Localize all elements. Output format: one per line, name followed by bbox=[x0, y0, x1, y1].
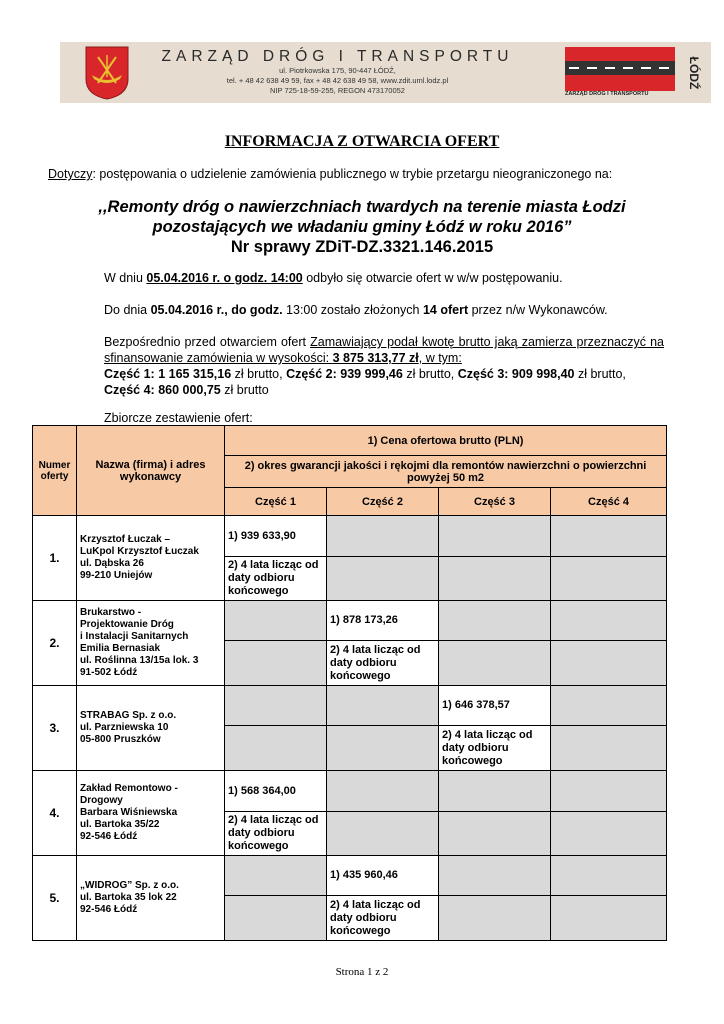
institution-name: ZARZĄD DRÓG I TRANSPORTU bbox=[161, 48, 514, 65]
price-cell: 1) 646 378,57 bbox=[439, 686, 551, 726]
empty-cell bbox=[439, 516, 551, 557]
budget-suffix: zł brutto, bbox=[574, 367, 626, 381]
table-row bbox=[33, 516, 667, 557]
offers-count: 14 ofert bbox=[422, 303, 469, 317]
contractor-line: Brukarstwo - bbox=[80, 607, 142, 618]
empty-cell bbox=[225, 686, 327, 726]
table-row bbox=[33, 601, 667, 641]
concerns-text: : postępowania o udzielenie zamówienia publicznego w trybie przetargu nieograniczonego na: bbox=[92, 167, 613, 181]
empty-cell bbox=[551, 641, 667, 686]
empty-cell bbox=[225, 856, 327, 896]
contractor-line: ul. Bartoka 35/22 bbox=[80, 819, 160, 830]
table-row bbox=[33, 856, 667, 896]
p3-text-d: , w tym: bbox=[418, 351, 462, 365]
header-part-4: Część 4 bbox=[551, 488, 667, 516]
offer-number: 2. bbox=[33, 601, 77, 686]
guarantee-cell: 2) 4 lata licząc od daty odbioru końcowego bbox=[225, 812, 327, 856]
subject-line-2: pozostających we władaniu gminy Łódź w roku 2016” bbox=[152, 218, 572, 236]
offers-table bbox=[32, 425, 667, 941]
table-row bbox=[33, 771, 667, 812]
empty-cell bbox=[327, 812, 439, 856]
contractor-line: Projektowanie Dróg bbox=[80, 619, 174, 630]
empty-cell bbox=[551, 601, 667, 641]
empty-cell bbox=[551, 856, 667, 896]
contractor-name bbox=[77, 856, 225, 941]
opening-date-paragraph bbox=[104, 270, 664, 286]
p1-text-c: odbyło się otwarcie ofert w w/w postępowaniu. bbox=[302, 271, 563, 285]
concerns-line bbox=[48, 167, 612, 181]
letterhead bbox=[60, 42, 711, 103]
guarantee-cell: 2) 4 lata licząc od daty odbioru końcowego bbox=[225, 557, 327, 601]
header-part-3: Część 3 bbox=[439, 488, 551, 516]
empty-cell bbox=[551, 557, 667, 601]
header-part-2: Część 2 bbox=[327, 488, 439, 516]
contractor-name bbox=[77, 516, 225, 601]
offers-count-paragraph bbox=[104, 302, 664, 318]
header-contractor: Nazwa (firma) i adres wykonawcy bbox=[77, 426, 225, 516]
contractor-line: Krzysztof Łuczak – bbox=[80, 534, 171, 545]
contractor-line: 99-210 Uniejów bbox=[80, 570, 153, 581]
contractor-line: STRABAG Sp. z o.o. bbox=[80, 710, 177, 721]
p2-text-c: 13:00 zostało złożonych bbox=[282, 303, 423, 317]
offer-number: 4. bbox=[33, 771, 77, 856]
budget-suffix: zł brutto, bbox=[231, 367, 287, 381]
institution-ids: NIP 725-18-59-255, REGON 473170052 bbox=[270, 86, 405, 95]
contractor-name bbox=[77, 771, 225, 856]
empty-cell bbox=[327, 516, 439, 557]
p2-text-a: Do dnia bbox=[104, 303, 151, 317]
contractor-line: ul. Dąbska 26 bbox=[80, 558, 144, 569]
p3-text-b: Zamawiający podał kwotę brutto jaką zamierza przeznaczyć na sfinansowanie zamówienia w wysokości: bbox=[104, 335, 664, 365]
contractor-line: 92-546 Łódź bbox=[80, 831, 138, 842]
budget-suffix: zł brutto, bbox=[402, 367, 458, 381]
concerns-label: Dotyczy bbox=[48, 167, 93, 181]
guarantee-cell: 2) 4 lata licząc od daty odbioru końcowego bbox=[327, 641, 439, 686]
empty-cell bbox=[439, 812, 551, 856]
page-number: Strona 1 z 2 bbox=[335, 966, 389, 978]
empty-cell bbox=[439, 896, 551, 941]
offer-number: 1. bbox=[33, 516, 77, 601]
contractor-line: Barbara Wiśniewska bbox=[80, 807, 178, 818]
empty-cell bbox=[327, 771, 439, 812]
p3-text-a: Bezpośrednio przed otwarciem ofert bbox=[104, 335, 311, 349]
empty-cell bbox=[551, 771, 667, 812]
empty-cell bbox=[327, 686, 439, 726]
offer-number: 5. bbox=[33, 856, 77, 941]
guarantee-cell: 2) 4 lata licząc od daty odbioru końcowego bbox=[327, 896, 439, 941]
contractor-line: Emilia Bernasiak bbox=[80, 643, 161, 654]
budget-suffix: zł brutto bbox=[220, 383, 269, 397]
empty-cell bbox=[225, 641, 327, 686]
p1-text-a: W dniu bbox=[104, 271, 147, 285]
empty-cell bbox=[551, 726, 667, 771]
contractor-name bbox=[77, 601, 225, 686]
budget-part-2: Część 2: 939 999,46 bbox=[286, 367, 403, 381]
letterhead-text bbox=[155, 48, 520, 96]
guarantee-cell: 2) 4 lata licząc od daty odbioru końcowego bbox=[439, 726, 551, 771]
table-row bbox=[33, 686, 667, 726]
logo-side-text: ŁÓDŹ bbox=[687, 56, 701, 90]
contractor-line: LuKpol Krzysztof Łuczak bbox=[80, 546, 199, 557]
contractor-name bbox=[77, 686, 225, 771]
institution-contact: tel. + 48 42 638 49 59, fax + 48 42 638 49 58, www.zdit.uml.lodz.pl bbox=[226, 76, 449, 85]
contractor-line: ul. Parzniewska 10 bbox=[80, 722, 169, 733]
contractor-line: ul. Bartoka 35 lok 22 bbox=[80, 892, 177, 903]
case-number: Nr sprawy ZDiT-DZ.3321.146.2015 bbox=[230, 238, 494, 256]
empty-cell bbox=[551, 516, 667, 557]
budget-paragraph bbox=[104, 334, 664, 398]
p2-text-e: przez n/w Wykonawców. bbox=[468, 303, 608, 317]
summary-label: Zbiorcze zestawienie ofert: bbox=[104, 411, 253, 425]
price-cell: 1) 939 633,90 bbox=[225, 516, 327, 557]
opening-datetime: 05.04.2016 r. o godz. 14:00 bbox=[146, 271, 303, 285]
offer-number: 3. bbox=[33, 686, 77, 771]
contractor-line: ul. Roślinna 13/15a lok. 3 bbox=[80, 655, 199, 666]
empty-cell bbox=[225, 896, 327, 941]
header-offer-number: Numer oferty bbox=[33, 426, 77, 516]
header-part-1: Część 1 bbox=[225, 488, 327, 516]
empty-cell bbox=[327, 557, 439, 601]
logo-caption: ZARZĄD DRÓG I TRANSPORTU bbox=[565, 91, 649, 97]
budget-total: 3 875 313,77 zł bbox=[332, 351, 419, 365]
header-guarantee: 2) okres gwarancji jakości i rękojmi dla remontów nawierzchni o powierzchni powyżej 50 m2 bbox=[225, 456, 667, 488]
contractor-line: 91-502 Łódź bbox=[80, 667, 138, 678]
empty-cell bbox=[225, 601, 327, 641]
tender-subject bbox=[0, 197, 724, 257]
contractor-line: Drogowy bbox=[80, 795, 123, 806]
budget-part-1: Część 1: 1 165 315,16 bbox=[104, 367, 232, 381]
empty-cell bbox=[439, 641, 551, 686]
contractor-line: „WIDROG” Sp. z o.o. bbox=[80, 880, 179, 891]
empty-cell bbox=[551, 686, 667, 726]
empty-cell bbox=[439, 601, 551, 641]
price-cell: 1) 568 364,00 bbox=[225, 771, 327, 812]
institution-address: ul. Piotrkowska 175, 90-447 ŁÓDŹ, bbox=[279, 66, 396, 75]
empty-cell bbox=[439, 557, 551, 601]
lodz-crest-icon bbox=[84, 45, 130, 100]
budget-part-3: Część 3: 909 998,40 bbox=[457, 367, 575, 381]
contractor-line: Zakład Remontowo - bbox=[80, 783, 178, 794]
price-cell: 1) 435 960,46 bbox=[327, 856, 439, 896]
empty-cell bbox=[551, 896, 667, 941]
contractor-line: 92-546 Łódź bbox=[80, 904, 138, 915]
empty-cell bbox=[439, 771, 551, 812]
contractor-line: 05-800 Pruszków bbox=[80, 734, 161, 745]
budget-part-4: Część 4: 860 000,75 bbox=[104, 383, 221, 397]
contractor-line: i Instalacji Sanitarnych bbox=[80, 631, 189, 642]
subject-line-1: ,,Remonty dróg o nawierzchniach twardych na terenie miasta Łodzi bbox=[98, 198, 626, 216]
empty-cell bbox=[439, 856, 551, 896]
header-price: 1) Cena ofertowa brutto (PLN) bbox=[225, 426, 667, 456]
document-title: INFORMACJA Z OTWARCIA OFERT bbox=[224, 133, 500, 150]
deadline-date: 05.04.2016 r., do godz. bbox=[150, 303, 283, 317]
empty-cell bbox=[551, 812, 667, 856]
price-cell: 1) 878 173,26 bbox=[327, 601, 439, 641]
empty-cell bbox=[225, 726, 327, 771]
empty-cell bbox=[327, 726, 439, 771]
